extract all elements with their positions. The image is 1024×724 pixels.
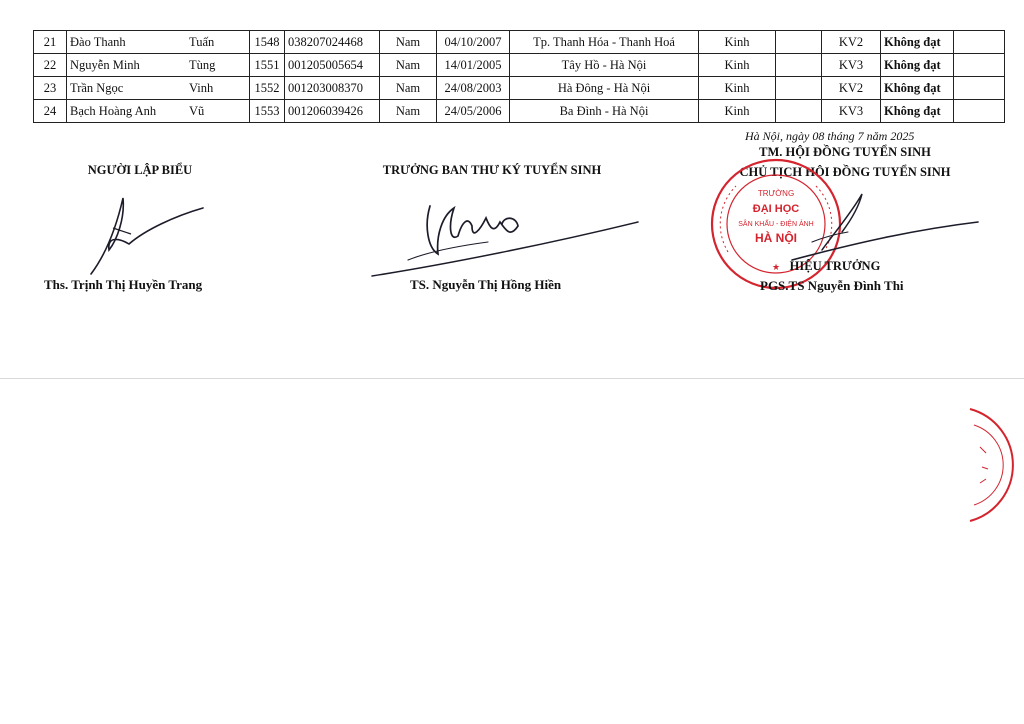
preparer-signature	[85, 188, 210, 278]
cell-note	[954, 100, 1005, 123]
cell-extra	[776, 77, 822, 100]
cell-extra	[776, 100, 822, 123]
cell-birth-date: 24/08/2003	[437, 77, 510, 100]
cell-ethnicity: Kinh	[699, 100, 776, 123]
table-row	[34, 100, 1005, 123]
cell-ethnicity: Kinh	[699, 31, 776, 54]
cell-result: Không đạt	[881, 54, 954, 77]
chairman-name: PGS.TS Nguyễn Đình Thi	[760, 278, 904, 293]
cell-birth-date: 14/01/2005	[437, 54, 510, 77]
preparer-name: Ths. Trịnh Thị Huyền Trang	[44, 277, 203, 292]
cell-note	[954, 77, 1005, 100]
stamp-line1: TRƯỜNG	[757, 189, 795, 198]
preparer-title: NGƯỜI LẬP BIỂU	[87, 163, 193, 177]
cell-ethnicity: Kinh	[699, 54, 776, 77]
cell-candidate-id: 1551	[250, 54, 285, 77]
cell-citizen-id: 001203008370	[285, 77, 380, 100]
stamp-line4: HÀ NỘI	[755, 231, 797, 245]
results-table-body	[34, 31, 1005, 123]
partial-seal-stamp	[962, 407, 1024, 523]
cell-candidate-id: 1552	[250, 77, 285, 100]
document-page-bottom	[0, 379, 1024, 724]
cell-last-name: Nguyễn Minh	[67, 54, 187, 77]
cell-sex: Nam	[380, 54, 437, 77]
cell-note	[954, 54, 1005, 77]
table-row	[34, 54, 1005, 77]
cell-area: KV2	[822, 77, 881, 100]
results-table	[33, 30, 1005, 123]
secretary-name: TS. Nguyễn Thị Hồng Hiền	[410, 277, 562, 292]
cell-birth-place: Tây Hồ - Hà Nội	[510, 54, 699, 77]
cell-result: Không đạt	[881, 77, 954, 100]
cell-birth-date: 04/10/2007	[437, 31, 510, 54]
table-row	[34, 77, 1005, 100]
stamp-line2: ĐẠI HỌC	[752, 203, 800, 215]
cell-first-name: Tùng	[186, 54, 250, 77]
table-row	[34, 31, 1005, 54]
stamp-line3: SÂN KHẤU - ĐIỆN ẢNH	[738, 221, 814, 228]
cell-last-name: Bạch Hoàng Anh	[67, 100, 187, 123]
signing-date: Hà Nội, ngày 08 tháng 7 năm 2025	[745, 129, 915, 143]
cell-citizen-id: 001205005654	[285, 54, 380, 77]
cell-result: Không đạt	[881, 31, 954, 54]
chairman-title-line2: CHỦ TỊCH HỘI ĐỒNG TUYỂN SINH	[739, 165, 951, 179]
cell-no: 21	[34, 31, 67, 54]
cell-result: Không đạt	[881, 100, 954, 123]
secretary-signature	[368, 186, 643, 280]
cell-no: 22	[34, 54, 67, 77]
cell-no: 24	[34, 100, 67, 123]
cell-birth-place: Hà Đông - Hà Nội	[510, 77, 699, 100]
cell-first-name: Tuấn	[186, 31, 250, 54]
cell-birth-place: Ba Đình - Hà Nội	[510, 100, 699, 123]
cell-extra	[776, 31, 822, 54]
cell-last-name: Đào Thanh	[67, 31, 187, 54]
cell-area: KV3	[822, 100, 881, 123]
secretary-title: TRƯỞNG BAN THƯ KÝ TUYỂN SINH	[382, 163, 602, 177]
cell-note	[954, 31, 1005, 54]
cell-first-name: Vinh	[186, 77, 250, 100]
cell-citizen-id: 001206039426	[285, 100, 380, 123]
chairman-role: HIỆU TRƯỞNG	[789, 259, 881, 273]
cell-last-name: Trần Ngọc	[67, 77, 187, 100]
cell-extra	[776, 54, 822, 77]
cell-candidate-id: 1553	[250, 100, 285, 123]
cell-birth-place: Tp. Thanh Hóa - Thanh Hoá	[510, 31, 699, 54]
cell-sex: Nam	[380, 77, 437, 100]
cell-sex: Nam	[380, 100, 437, 123]
cell-sex: Nam	[380, 31, 437, 54]
cell-first-name: Vũ	[186, 100, 250, 123]
cell-candidate-id: 1548	[250, 31, 285, 54]
cell-area: KV2	[822, 31, 881, 54]
cell-birth-date: 24/05/2006	[437, 100, 510, 123]
stamp-star-icon: ★	[772, 263, 781, 273]
cell-citizen-id: 038207024468	[285, 31, 380, 54]
chairman-title-line1: TM. HỘI ĐỒNG TUYỂN SINH	[759, 145, 931, 159]
cell-no: 23	[34, 77, 67, 100]
cell-ethnicity: Kinh	[699, 77, 776, 100]
cell-area: KV3	[822, 54, 881, 77]
